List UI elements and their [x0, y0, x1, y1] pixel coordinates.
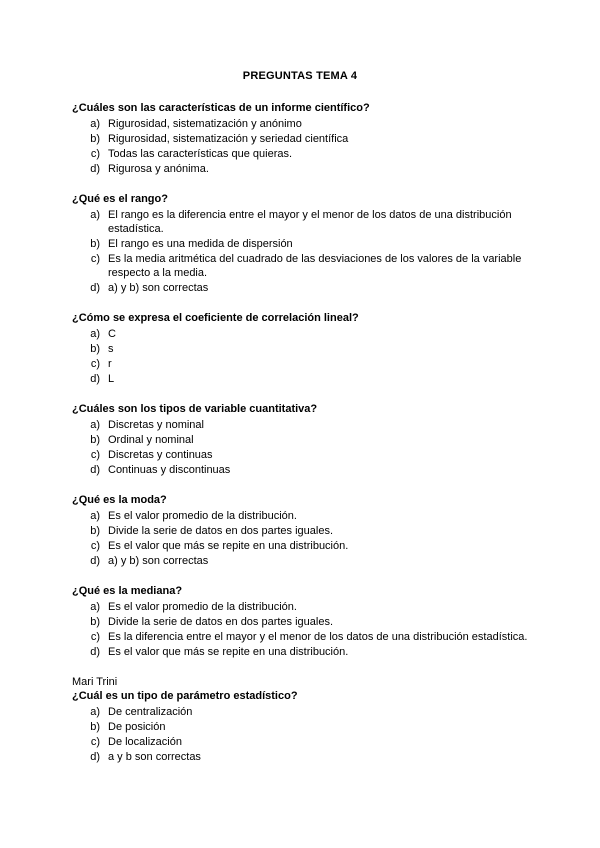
- option-item: [72, 539, 532, 553]
- option-letter: d): [90, 163, 100, 175]
- options-list: [72, 600, 532, 659]
- option-letter: b): [90, 525, 100, 537]
- option-text: Continuas y discontinuas: [108, 464, 231, 476]
- option-letter: a): [90, 209, 100, 221]
- option-item: [72, 735, 532, 749]
- option-text: De localización: [108, 736, 182, 748]
- option-text: Es el valor que más se repite en una distribución.: [108, 540, 349, 552]
- option-letter: a): [90, 706, 100, 718]
- option-item: [72, 147, 532, 161]
- option-item: [72, 600, 532, 614]
- option-item: [72, 463, 532, 477]
- option-item: [72, 281, 532, 295]
- option-text: L: [108, 373, 115, 385]
- option-letter: c): [90, 736, 100, 748]
- option-text: Es el valor promedio de la distribución.: [108, 510, 297, 522]
- option-letter: c): [90, 540, 100, 552]
- question-block: [72, 192, 532, 295]
- options-list: [72, 117, 532, 176]
- option-item: [72, 554, 532, 568]
- option-text: C: [108, 328, 116, 340]
- option-text: De posición: [108, 721, 166, 733]
- author-name: Mari Trini: [72, 676, 118, 688]
- option-letter: d): [90, 282, 100, 294]
- option-text: Discretas y continuas: [108, 449, 213, 461]
- option-text: Rigurosidad, sistematización y seriedad científica: [108, 133, 349, 145]
- option-text: a y b son correctas: [108, 751, 201, 763]
- option-item: [72, 162, 532, 176]
- option-letter: a): [90, 118, 100, 130]
- option-text: Divide la serie de datos en dos partes iguales.: [108, 525, 334, 537]
- question-text: ¿Qué es la moda?: [72, 494, 167, 506]
- option-item: [72, 705, 532, 719]
- options-list: [72, 418, 532, 477]
- option-letter: c): [90, 148, 100, 160]
- option-item: [72, 524, 532, 538]
- option-item: [72, 418, 532, 432]
- option-letter: b): [90, 343, 100, 355]
- option-item: [72, 433, 532, 447]
- option-text: El rango es la diferencia entre el mayor y el menor de los datos de una distribución estadística.: [108, 209, 512, 235]
- option-letter: a): [90, 601, 100, 613]
- option-item: [72, 750, 532, 764]
- option-item: [72, 372, 532, 386]
- question-block: [72, 675, 532, 764]
- question-block: [72, 584, 532, 659]
- option-letter: a): [90, 510, 100, 522]
- question-text: ¿Cuáles son los tipos de variable cuantitativa?: [72, 403, 318, 415]
- option-letter: b): [90, 238, 100, 250]
- option-text: De centralización: [108, 706, 193, 718]
- option-text: Rigurosa y anónima.: [108, 163, 209, 175]
- option-letter: b): [90, 721, 100, 733]
- option-text: Es la diferencia entre el mayor y el menor de los datos de una distribución estadística.: [108, 631, 528, 643]
- option-item: [72, 645, 532, 659]
- option-text: Todas las características que quieras.: [108, 148, 293, 160]
- option-text: Es el valor promedio de la distribución.: [108, 601, 297, 613]
- option-item: [72, 509, 532, 523]
- option-text: Rigurosidad, sistematización y anónimo: [108, 118, 302, 130]
- question-text: ¿Qué es la mediana?: [72, 585, 183, 597]
- option-text: a) y b) son correctas: [108, 555, 209, 567]
- option-text: r: [108, 358, 112, 370]
- option-item: [72, 615, 532, 629]
- option-letter: d): [90, 464, 100, 476]
- option-text: s: [108, 343, 114, 355]
- option-item: [72, 117, 532, 131]
- option-letter: b): [90, 616, 100, 628]
- option-letter: c): [90, 449, 100, 461]
- option-text: a) y b) son correctas: [108, 282, 209, 294]
- option-item: [72, 327, 532, 341]
- option-text: Ordinal y nominal: [108, 434, 194, 446]
- option-letter: b): [90, 434, 100, 446]
- questions-list: [72, 101, 532, 780]
- option-letter: d): [90, 646, 100, 658]
- option-item: [72, 237, 532, 251]
- question-text: ¿Qué es el rango?: [72, 193, 168, 205]
- option-item: [72, 208, 532, 236]
- options-list: [72, 705, 532, 764]
- option-item: [72, 342, 532, 356]
- option-text: El rango es una medida de dispersión: [108, 238, 293, 250]
- options-list: [72, 509, 532, 568]
- option-letter: c): [90, 253, 100, 265]
- option-letter: d): [90, 555, 100, 567]
- option-text: Divide la serie de datos en dos partes iguales.: [108, 616, 334, 628]
- option-item: [72, 720, 532, 734]
- option-letter: c): [90, 358, 100, 370]
- option-letter: a): [90, 419, 100, 431]
- option-letter: d): [90, 373, 100, 385]
- question-text: ¿Cómo se expresa el coeficiente de correlación lineal?: [72, 312, 359, 324]
- option-letter: b): [90, 133, 100, 145]
- options-list: [72, 208, 532, 295]
- question-text: ¿Cuál es un tipo de parámetro estadístico?: [72, 690, 298, 702]
- page-title: PREGUNTAS TEMA 4: [242, 70, 358, 82]
- question-block: [72, 101, 532, 176]
- question-block: [72, 311, 532, 386]
- option-item: [72, 357, 532, 371]
- option-item: [72, 448, 532, 462]
- option-letter: a): [90, 328, 100, 340]
- question-block: [72, 402, 532, 477]
- option-text: Es la media aritmética del cuadrado de las desviaciones de los valores de la variable respecto a la media.: [108, 253, 522, 279]
- option-item: [72, 132, 532, 146]
- option-letter: c): [90, 631, 100, 643]
- question-text: ¿Cuáles son las características de un informe científico?: [72, 102, 370, 114]
- question-block: [72, 493, 532, 568]
- option-item: [72, 252, 532, 280]
- option-text: Es el valor que más se repite en una distribución.: [108, 646, 349, 658]
- option-item: [72, 630, 532, 644]
- options-list: [72, 327, 532, 386]
- option-text: Discretas y nominal: [108, 419, 204, 431]
- option-letter: d): [90, 751, 100, 763]
